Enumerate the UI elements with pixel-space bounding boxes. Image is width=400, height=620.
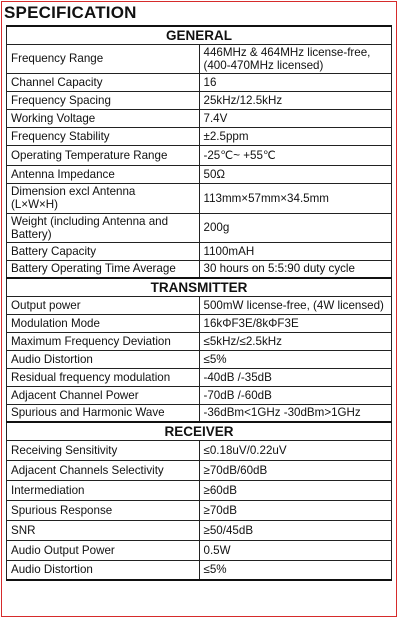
spec-row — [7, 540, 392, 560]
spec-row — [7, 440, 392, 460]
spec-label: Weight (including Antenna and Battery) — [7, 213, 200, 242]
spec-row — [7, 44, 392, 73]
spec-value: ≤5kHz/≤2.5kHz — [199, 332, 392, 350]
spec-label: Adjacent Channels Selectivity — [7, 460, 200, 480]
spec-row — [7, 404, 392, 422]
spec-value: ≤5% — [199, 350, 392, 368]
spec-value: ≤5% — [199, 560, 392, 580]
spec-row — [7, 260, 392, 278]
section-heading: GENERAL — [7, 26, 392, 44]
spec-row — [7, 127, 392, 145]
section-header-row — [7, 278, 392, 296]
spec-label: Modulation Mode — [7, 314, 200, 332]
spec-value: ≥70dB/60dB — [199, 460, 392, 480]
spec-value: 200g — [199, 213, 392, 242]
spec-row — [7, 460, 392, 480]
page-title: SPECIFICATION — [4, 3, 137, 22]
spec-label: Operating Temperature Range — [7, 145, 200, 165]
spec-value: ≥60dB — [199, 480, 392, 500]
spec-label: Residual frequency modulation — [7, 368, 200, 386]
spec-label: Audio Distortion — [7, 350, 200, 368]
spec-label: Spurious Response — [7, 500, 200, 520]
spec-label: Frequency Spacing — [7, 91, 200, 109]
spec-label: Antenna Impedance — [7, 165, 200, 183]
spec-value: -40dB /-35dB — [199, 368, 392, 386]
spec-label: Audio Output Power — [7, 540, 200, 560]
spec-value: 446MHz & 464MHz license-free, (400-470MHz licensed) — [199, 44, 392, 73]
spec-value: 7.4V — [199, 109, 392, 127]
spec-row — [7, 368, 392, 386]
spec-row — [7, 91, 392, 109]
spec-label: Working Voltage — [7, 109, 200, 127]
spec-label: Frequency Stability — [7, 127, 200, 145]
spec-value: 16kΦF3E/8kΦF3E — [199, 314, 392, 332]
spec-value: 1100mAH — [199, 242, 392, 260]
spec-row — [7, 314, 392, 332]
section-heading: RECEIVER — [7, 422, 392, 440]
spec-value: 0.5W — [199, 540, 392, 560]
spec-value: 50Ω — [199, 165, 392, 183]
spec-label: SNR — [7, 520, 200, 540]
spec-row — [7, 520, 392, 540]
section-heading: TRANSMITTER — [7, 278, 392, 296]
spec-row — [7, 109, 392, 127]
spec-value: ≥50/45dB — [199, 520, 392, 540]
spec-row — [7, 213, 392, 242]
spec-row — [7, 386, 392, 404]
spec-table — [6, 25, 392, 581]
spec-row — [7, 165, 392, 183]
spec-value: 113mm×57mm×34.5mm — [199, 183, 392, 213]
spec-label: Battery Operating Time Average — [7, 260, 200, 278]
spec-label: Channel Capacity — [7, 73, 200, 91]
spec-value: 30 hours on 5:5:90 duty cycle — [199, 260, 392, 278]
spec-label: Maximum Frequency Deviation — [7, 332, 200, 350]
spec-row — [7, 350, 392, 368]
spec-label: Frequency Range — [7, 44, 200, 73]
spec-value: ±2.5ppm — [199, 127, 392, 145]
spec-value: 25kHz/12.5kHz — [199, 91, 392, 109]
spec-row — [7, 145, 392, 165]
section-header-row — [7, 26, 392, 44]
spec-label: Receiving Sensitivity — [7, 440, 200, 460]
spec-value: -70dB /-60dB — [199, 386, 392, 404]
spec-row — [7, 500, 392, 520]
spec-value: -25℃~ +55℃ — [199, 145, 392, 165]
spec-row — [7, 183, 392, 213]
section-header-row — [7, 422, 392, 440]
spec-label: Intermediation — [7, 480, 200, 500]
spec-row — [7, 242, 392, 260]
spec-row — [7, 560, 392, 580]
spec-label: Battery Capacity — [7, 242, 200, 260]
spec-value: 16 — [199, 73, 392, 91]
spec-value: ≥70dB — [199, 500, 392, 520]
spec-label: Dimension excl Antenna (L×W×H) — [7, 183, 200, 213]
spec-label: Spurious and Harmonic Wave — [7, 404, 200, 422]
spec-label: Output power — [7, 296, 200, 314]
spec-row — [7, 332, 392, 350]
spec-row — [7, 296, 392, 314]
spec-value: 500mW license-free, (4W licensed) — [199, 296, 392, 314]
spec-row — [7, 480, 392, 500]
spec-label: Adjacent Channel Power — [7, 386, 200, 404]
spec-value: -36dBm<1GHz -30dBm>1GHz — [199, 404, 392, 422]
spec-row — [7, 73, 392, 91]
spec-label: Audio Distortion — [7, 560, 200, 580]
spec-value: ≤0.18uV/0.22uV — [199, 440, 392, 460]
